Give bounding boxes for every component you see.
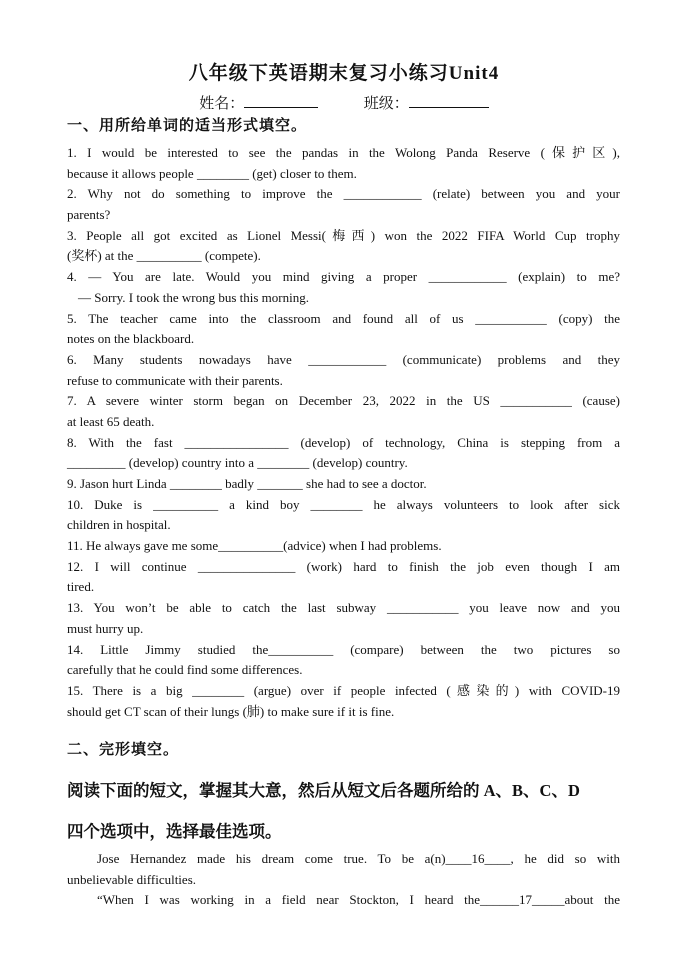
- exercise-line: (奖杯) at the __________ (compete).: [67, 248, 261, 264]
- exercise-line: 8. With the fast ________________ (develop) of technology, China is stepping from a: [67, 434, 620, 450]
- exercise-line: — Sorry. I took the wrong bus this morning.: [78, 289, 309, 305]
- exercise-line: carefully that he could find some differences.: [67, 662, 303, 678]
- exercise-line: 11. He always gave me some__________(advice) when I had problems.: [67, 538, 442, 554]
- passage-line: Jose Hernandez made his dream come true. To be a(n)____16____, he did so with: [97, 851, 620, 866]
- exercise-line: 2. Why not do something to improve the ____________ (relate) between you and your: [67, 186, 620, 202]
- exercise-line: 4. — You are late. Would you mind giving a proper ____________ (explain) to me?: [67, 269, 620, 285]
- exercise-line: 5. The teacher came into the classroom and found all of us ___________ (copy) the: [67, 310, 620, 326]
- exercise-line: children in hospital.: [67, 517, 171, 533]
- name-blank[interactable]: [244, 93, 318, 108]
- class-blank[interactable]: [409, 93, 489, 108]
- exercise-line: 15. There is a big ________ (argue) over if people infected (感染的) with COVID-19: [67, 682, 620, 698]
- exercise-line: 3. People all got excited as Lionel Messi(梅西) won the 2022 FIFA World Cup trophy: [67, 227, 620, 243]
- passage-line: unbelievable difficulties.: [67, 871, 196, 887]
- name-label: 姓名：: [199, 96, 245, 112]
- exercise-line: 9. Jason hurt Linda ________ badly _______ she had to see a doctor.: [67, 476, 427, 491]
- section2-instruction-line1: 阅读下面的短文，掌握其大意，然后从短文后各题所给的 A、B、C、D: [67, 781, 580, 800]
- page-title: 八年级下英语期末复习小练习Unit4: [188, 63, 500, 84]
- exercise-line: 10. Duke is __________ a kind boy ________ he always volunteers to look after sick: [67, 496, 620, 512]
- exercise-line: 13. You won’t be able to catch the last subway ___________ you leave now and you: [67, 600, 620, 616]
- exercise-line: should get CT scan of their lungs (肺) to make sure if it is fine.: [67, 703, 395, 719]
- cloze-passage: [67, 849, 620, 911]
- exercise-line: 1. I would be interested to see the pandas in the Wolong Panda Reserve (保护区),: [67, 145, 620, 160]
- class-label: 班级：: [363, 96, 409, 112]
- section1-heading: 一、用所给单词的适当形式填空。: [67, 118, 308, 134]
- passage-line: “When I was working in a field near Stockton, I heard the______17_____about the: [97, 892, 620, 908]
- exercise-line: because it allows people ________ (get) closer to them.: [67, 165, 357, 181]
- exercise-line: 6. Many students nowadays have ____________ (communicate) problems and they: [67, 351, 620, 367]
- exercise-line: parents?: [67, 207, 111, 223]
- exercise-line: refuse to communicate with their parents.: [67, 372, 283, 388]
- section1-exercises: [67, 143, 620, 722]
- exercise-line: 7. A severe winter storm began on December 23, 2022 in the US ___________ (cause): [67, 393, 620, 409]
- exercise-line: _________ (develop) country into a ________ (develop) country.: [67, 455, 408, 471]
- section2-instruction-line2: 四个选项中，选择最佳选项。: [67, 822, 282, 841]
- exercise-line: tired.: [67, 579, 95, 595]
- exercise-line: must hurry up.: [67, 620, 144, 636]
- exercise-line: at least 65 death.: [67, 413, 155, 429]
- exercise-line: 12. I will continue _______________ (work) hard to finish the job even though I am: [67, 558, 620, 574]
- section2-heading: 二、完形填空。: [67, 742, 180, 758]
- student-info-line: [0, 92, 688, 113]
- exercise-line: 14. Little Jimmy studied the__________ (compare) between the two pictures so: [67, 641, 620, 657]
- exercise-line: notes on the blackboard.: [67, 331, 195, 347]
